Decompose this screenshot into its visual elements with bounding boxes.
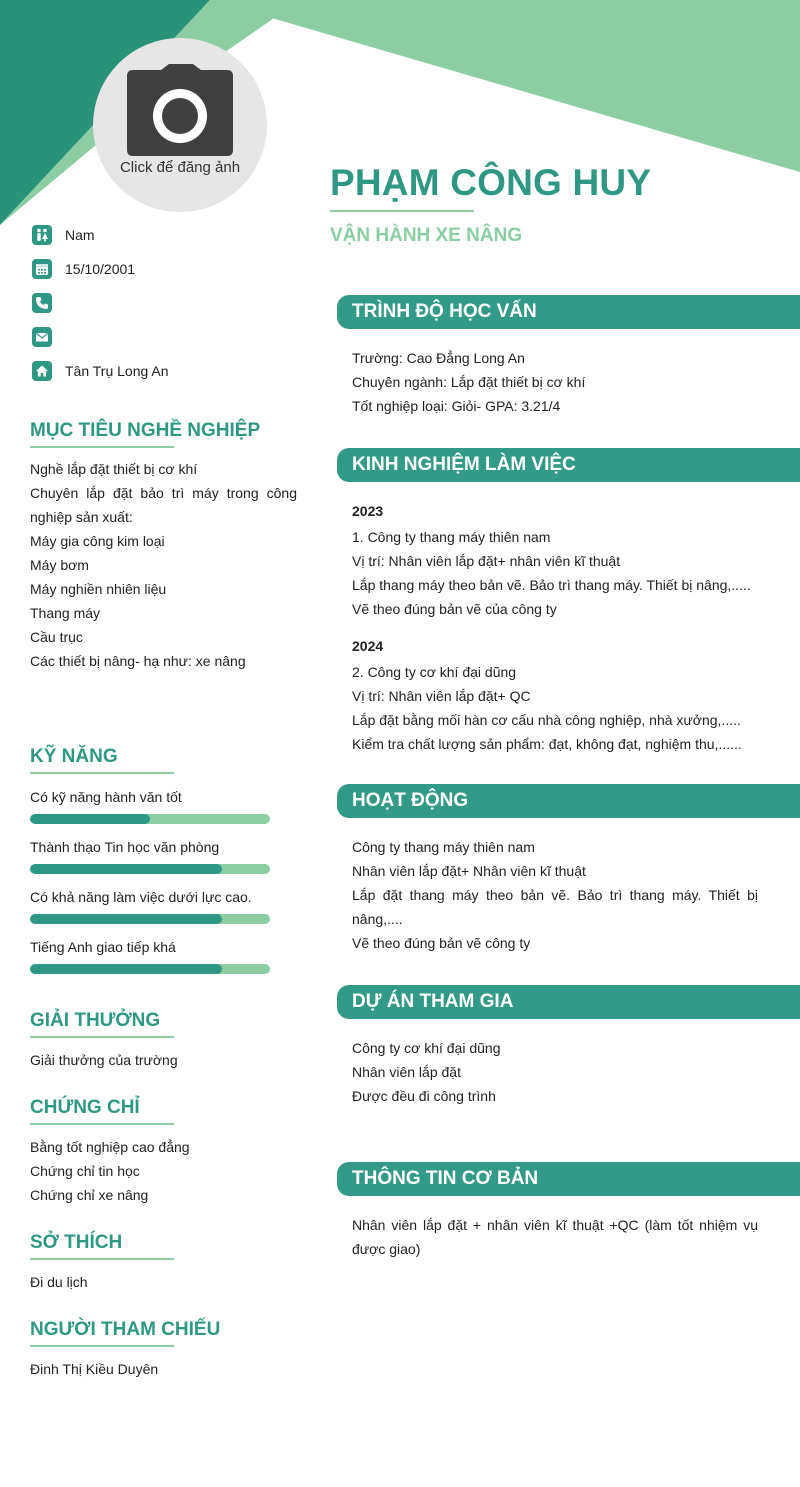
experience-line: Lắp thang máy theo bản vẽ. Bảo trì thang máy. Thiết bị nâng,..... — [352, 577, 751, 593]
skill-bar-fill — [30, 814, 150, 824]
skill-label: Có kỹ năng hành văn tốt — [30, 789, 182, 805]
skill-bar — [30, 914, 270, 924]
skill-bar — [30, 964, 270, 974]
objective-line: Chuyên lắp đặt bảo trì máy trong công — [30, 485, 297, 501]
experience-line: Vị trí: Nhân viên lắp đặt+ nhân viên kĩ thuật — [352, 553, 621, 569]
skill-bar-fill — [30, 864, 222, 874]
gender-icon — [32, 225, 52, 245]
objective-line: Máy bơm — [30, 557, 89, 573]
experience-year: 2023 — [352, 503, 384, 519]
activities-text — [352, 835, 758, 955]
experience-line: Vị trí: Nhân viên lắp đặt+ QC — [352, 688, 531, 704]
references-heading: NGƯỜI THAM CHIẾU — [30, 1319, 221, 1340]
objective-line: Máy gia công kim loại — [30, 533, 165, 549]
skill-bar-fill — [30, 914, 222, 924]
experience-line: Kiểm tra chất lượng sản phẩm: đạt, không đạt, nghiệm thu,...... — [352, 736, 742, 752]
experience-line: Lắp đặt bằng mối hàn cơ cấu nhà công nghiệp, nhà xưởng,..... — [352, 712, 741, 728]
education-line: Tốt nghiệp loại: Giỏi- GPA: 3.21/4 — [352, 398, 561, 414]
skill-bar — [30, 864, 270, 874]
calendar-icon — [32, 259, 52, 279]
home-icon — [32, 361, 52, 381]
objective-text — [30, 457, 297, 673]
award-item: Giải thưởng của trường — [30, 1052, 178, 1068]
candidate-role: VẬN HÀNH XE NÂNG — [330, 225, 523, 246]
skill-label: Tiếng Anh giao tiếp khá — [30, 939, 176, 955]
experience-heading: KINH NGHIỆM LÀM VIỆC — [337, 448, 800, 482]
project-line: Được đều đi công trình — [352, 1088, 496, 1104]
camera-icon — [127, 64, 233, 156]
activity-line: Lắp đặt thang máy theo bản vẽ. Bảo trì thang máy. Thiết bị nâng,.... — [352, 887, 758, 927]
experience-entry-2023 — [352, 499, 758, 621]
objective-underline — [30, 446, 174, 448]
awards-text — [30, 1048, 178, 1072]
contact-gender — [32, 225, 95, 245]
contact-gender-value: Nam — [65, 227, 95, 243]
experience-line: 1. Công ty thang máy thiên nam — [352, 529, 551, 545]
objective-line: Cầu trục — [30, 629, 83, 645]
awards-heading: GIẢI THƯỞNG — [30, 1010, 161, 1031]
objective-line: Các thiết bị nâng- hạ như: xe nâng — [30, 653, 246, 669]
certificate-item: Chứng chỉ xe nâng — [30, 1187, 149, 1203]
objective-heading: MỤC TIÊU NGHỀ NGHIỆP — [30, 420, 261, 441]
awards-underline — [30, 1036, 174, 1038]
objective-line: Máy nghiền nhiên liệu — [30, 581, 167, 597]
references-underline — [30, 1345, 174, 1347]
certificates-text — [30, 1135, 190, 1207]
name-underline — [330, 210, 474, 212]
project-line: Công ty cơ khí đại dũng — [352, 1040, 501, 1056]
hobbies-heading: SỞ THÍCH — [30, 1232, 123, 1253]
project-line: Nhân viên lắp đặt — [352, 1064, 461, 1080]
skill-label: Thành thạo Tin học văn phòng — [30, 839, 220, 855]
basic-info-heading: THÔNG TIN CƠ BẢN — [337, 1162, 800, 1196]
activity-line: Nhân viên lắp đặt+ Nhân viên kĩ thuật — [352, 863, 586, 879]
activity-line: Vẽ theo đúng bản vẽ công ty — [352, 935, 531, 951]
candidate-name: PHẠM CÔNG HUY — [330, 162, 652, 203]
education-line: Trường: Cao Đẳng Long An — [352, 350, 525, 366]
projects-text — [352, 1036, 758, 1108]
certificates-underline — [30, 1123, 174, 1125]
phone-icon — [32, 293, 52, 313]
education-text — [352, 346, 758, 418]
hobbies-text — [30, 1270, 88, 1294]
hobby-item: Đi du lịch — [30, 1274, 88, 1290]
activity-line: Công ty thang máy thiên nam — [352, 839, 535, 855]
profile-photo-upload[interactable] — [93, 38, 267, 212]
skill-bar-fill — [30, 964, 222, 974]
education-line: Chuyên ngành: Lắp đặt thiết bị cơ khí — [352, 374, 586, 390]
objective-line: Nghề lắp đặt thiết bị cơ khí — [30, 461, 198, 477]
photo-upload-label: Click để đăng ảnh — [119, 159, 241, 176]
skills-underline — [30, 772, 174, 774]
contact-email — [32, 327, 65, 347]
hobbies-underline — [30, 1258, 174, 1260]
reference-item: Đinh Thị Kiều Duyên — [30, 1361, 159, 1377]
experience-entry-2024 — [352, 634, 758, 756]
email-icon — [32, 327, 52, 347]
basic-info-text: Nhân viên lắp đặt + nhân viên kĩ thuật +QC (làm tốt nhiệm vụ được giao) — [352, 1217, 758, 1257]
certificates-heading: CHỨNG CHỈ — [30, 1097, 140, 1118]
projects-heading: DỰ ÁN THAM GIA — [337, 985, 800, 1019]
experience-line: Vẽ theo đúng bản vẽ của công ty — [352, 601, 557, 617]
certificate-item: Chứng chỉ tin học — [30, 1163, 140, 1179]
objective-line: Thang máy — [30, 605, 101, 621]
education-heading: TRÌNH ĐỘ HỌC VẤN — [337, 295, 800, 329]
contact-birthdate-value: 15/10/2001 — [65, 261, 136, 277]
skills-heading: KỸ NĂNG — [30, 746, 118, 767]
contact-birthdate — [32, 259, 135, 279]
contact-address — [32, 361, 169, 381]
references-text — [30, 1357, 158, 1381]
skill-bar — [30, 814, 270, 824]
certificate-item: Bằng tốt nghiệp cao đẳng — [30, 1139, 190, 1155]
experience-year: 2024 — [352, 638, 384, 654]
contact-phone — [32, 293, 65, 313]
experience-line: 2. Công ty cơ khí đại dũng — [352, 664, 517, 680]
activities-heading: HOẠT ĐỘNG — [337, 784, 800, 818]
skill-label: Có khả năng làm việc dưới lực cao. — [30, 889, 252, 905]
objective-line: nghiệp sản xuất: — [30, 509, 133, 525]
contact-address-value: Tân Trụ Long An — [65, 363, 169, 379]
